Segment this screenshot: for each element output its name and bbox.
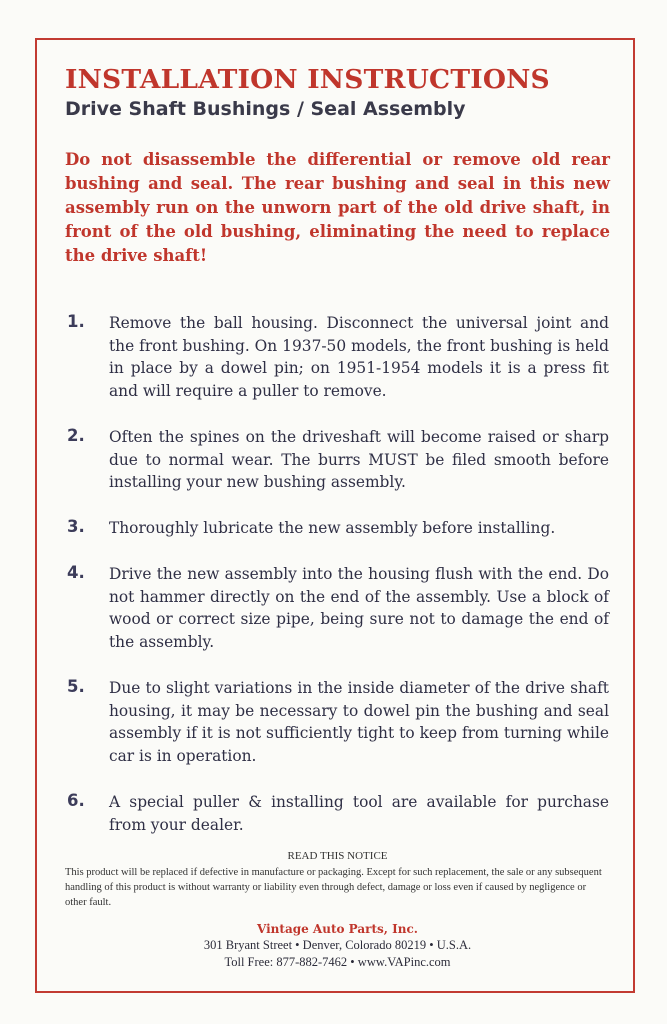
company-footer: [65, 922, 610, 970]
step-text: Thoroughly lubricate the new assembly before installing.: [109, 519, 556, 537]
document-title: INSTALLATION INSTRUCTIONS: [65, 64, 550, 95]
warranty-notice: [65, 850, 610, 910]
step-text: A special puller & installing tool are available for purchase from your dealer.: [109, 793, 609, 834]
company-name: Vintage Auto Parts, Inc.: [257, 922, 418, 936]
warning-paragraph: Do not disassemble the differential or remove old rear bushing and seal. The rear bushing and seal in this new assembly run on the unworn part of the old drive shaft, in front of the old bushing, eliminating the need to replace the drive shaft!: [65, 150, 610, 265]
notice-heading: READ THIS NOTICE: [287, 850, 388, 862]
step-text: Due to slight variations in the inside diameter of the drive shaft housing, it may be necessary to dowel pin the bushing and seal assembly if it is not sufficiently tight to keep from turning while car is in operation.: [109, 679, 609, 765]
step-text: Remove the ball housing. Disconnect the universal joint and the front bushing. On 1937-50 models, the front bushing is held in place by a dowel pin; on 1951-1954 models it is a press fit and will require a puller to remove.: [109, 314, 609, 400]
step-number: 6.: [67, 791, 85, 810]
step-number: 3.: [67, 517, 85, 536]
company-contact: Toll Free: 877-882-7462 • www.VAPinc.com: [224, 955, 451, 969]
step-text: Drive the new assembly into the housing flush with the end. Do not hammer directly on the end of the assembly. Use a block of wood or correct size pipe, being sure not to damage the end of the assembly.: [109, 565, 609, 651]
step-number: 1.: [67, 312, 85, 331]
step-number: 5.: [67, 677, 85, 696]
notice-text: This product will be replaced if defective in manufacture or packaging. Except for such replacement, the sale or any subsequent handling of this product is without warranty or liability even through defect, damage or loss even if caused by negligence or other fault.: [65, 867, 602, 908]
step-number: 2.: [67, 426, 85, 445]
step-text: Often the spines on the driveshaft will become raised or sharp due to normal wear. The burrs MUST be filed smooth before installing your new bushing assembly.: [109, 428, 609, 491]
document-subtitle: Drive Shaft Bushings / Seal Assembly: [65, 98, 466, 120]
step-number: 4.: [67, 563, 85, 582]
company-address: 301 Bryant Street • Denver, Colorado 80219 • U.S.A.: [203, 938, 472, 952]
